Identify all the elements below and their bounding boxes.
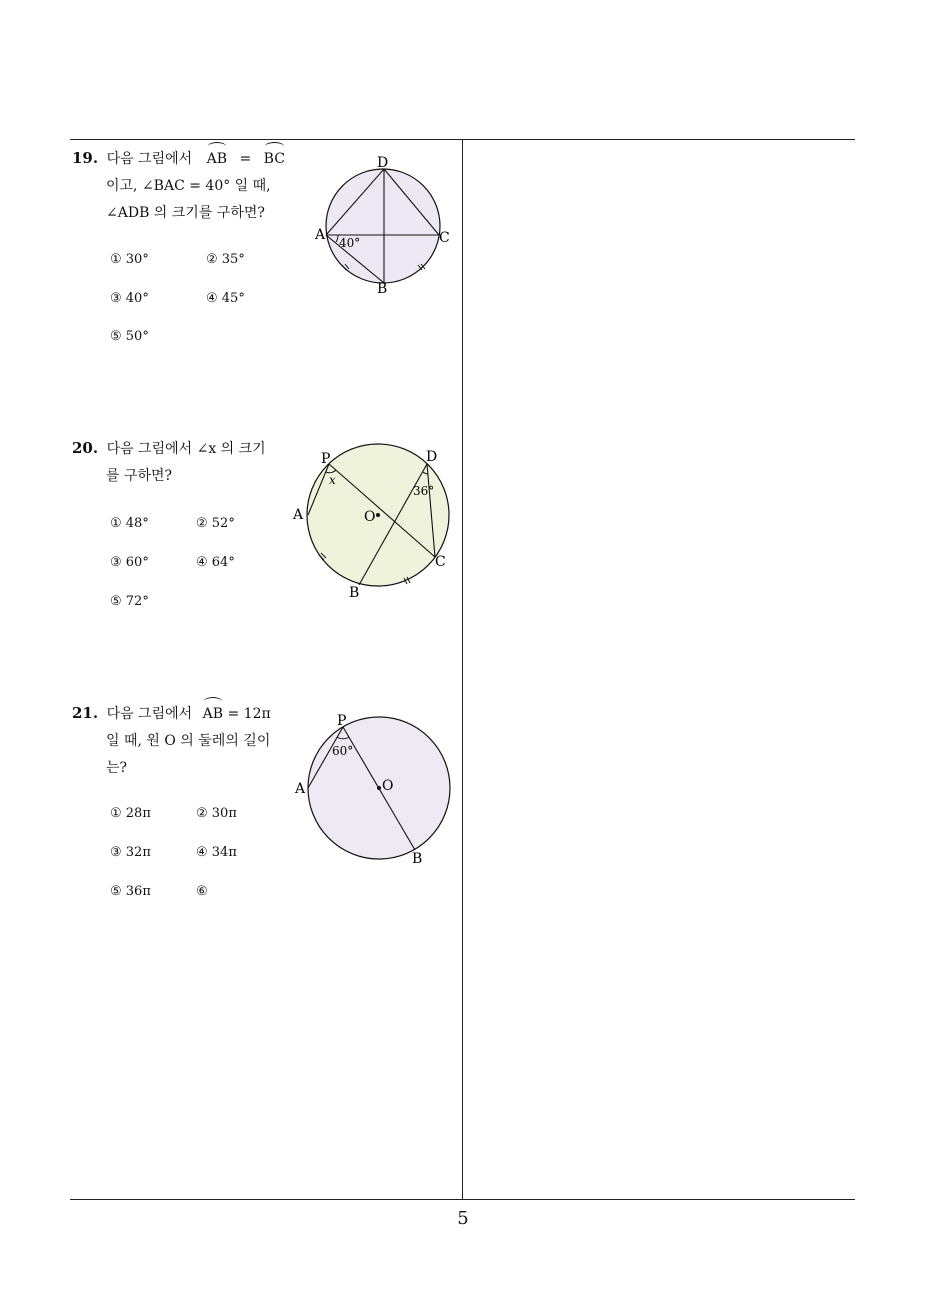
angle-label: 40°: [339, 236, 361, 250]
choice-1[interactable]: ① 30°: [110, 252, 149, 267]
angle-label: 60°: [332, 744, 354, 758]
label-a: A: [293, 507, 304, 523]
equals-sign: =: [239, 151, 252, 167]
question-number: 20.: [72, 439, 99, 457]
bottom-rule: [70, 1199, 855, 1200]
question-text: = 12π: [227, 706, 271, 722]
question-text: 는?: [106, 760, 128, 776]
question-text: 다음 그림에서 ∠x 의 크기: [106, 441, 266, 457]
question-20: [72, 435, 312, 490]
angle-x-label: x: [329, 473, 336, 487]
page-number: 5: [457, 1208, 469, 1229]
question-text: 다음 그림에서: [106, 151, 193, 167]
question-text: 이고, ∠BAC = 40° 일 때,: [106, 178, 271, 194]
question-text: 를 구하면?: [106, 468, 173, 484]
choice-4[interactable]: ④ 34π: [196, 845, 237, 860]
column-divider: [462, 139, 463, 1200]
choice-2[interactable]: ② 30π: [196, 806, 237, 821]
choice-3[interactable]: ③ 32π: [110, 845, 151, 860]
figure-21-circle: [288, 708, 460, 870]
choice-5[interactable]: ⑤ 36π: [110, 884, 151, 899]
arc-ab: AB: [207, 146, 227, 173]
label-o: O: [382, 778, 394, 794]
choice-1[interactable]: ① 48°: [110, 516, 149, 531]
label-a: A: [315, 227, 326, 243]
label-d: D: [426, 449, 438, 465]
label-c: C: [439, 230, 450, 246]
question-number: 19.: [72, 149, 99, 167]
choice-4[interactable]: ④ 45°: [206, 291, 245, 306]
label-d: D: [377, 155, 389, 171]
question-text: ∠ADB 의 크기를 구하면?: [106, 205, 265, 221]
arc-bc: BC: [264, 146, 285, 173]
angle-label: 36°: [413, 484, 435, 498]
label-c: C: [435, 554, 446, 570]
choice-3[interactable]: ③ 60°: [110, 555, 149, 570]
question-text: 일 때, 원 O 의 둘레의 길이: [106, 733, 271, 749]
choice-2[interactable]: ② 35°: [206, 252, 245, 267]
question-21: [72, 700, 312, 782]
choice-4[interactable]: ④ 64°: [196, 555, 235, 570]
question-number: 21.: [72, 704, 99, 722]
question-text: 다음 그림에서: [106, 706, 193, 722]
arc-ab: AB: [203, 701, 223, 728]
label-p: P: [337, 713, 347, 729]
choice-5[interactable]: ⑤ 72°: [110, 594, 149, 609]
choice-5[interactable]: ⑤ 50°: [110, 329, 149, 344]
label-b: B: [412, 851, 423, 867]
label-o: O: [364, 509, 376, 525]
label-p: P: [321, 451, 331, 467]
choice-1[interactable]: ① 28π: [110, 806, 151, 821]
choice-6[interactable]: ⑥: [196, 884, 208, 899]
label-b: B: [349, 585, 360, 601]
label-b: B: [377, 281, 388, 297]
choice-2[interactable]: ② 52°: [196, 516, 235, 531]
label-a: A: [295, 781, 306, 797]
figure-20-circle: [288, 440, 460, 602]
figure-19-circle: [305, 150, 460, 300]
question-19: [72, 145, 312, 227]
choice-3[interactable]: ③ 40°: [110, 291, 149, 306]
